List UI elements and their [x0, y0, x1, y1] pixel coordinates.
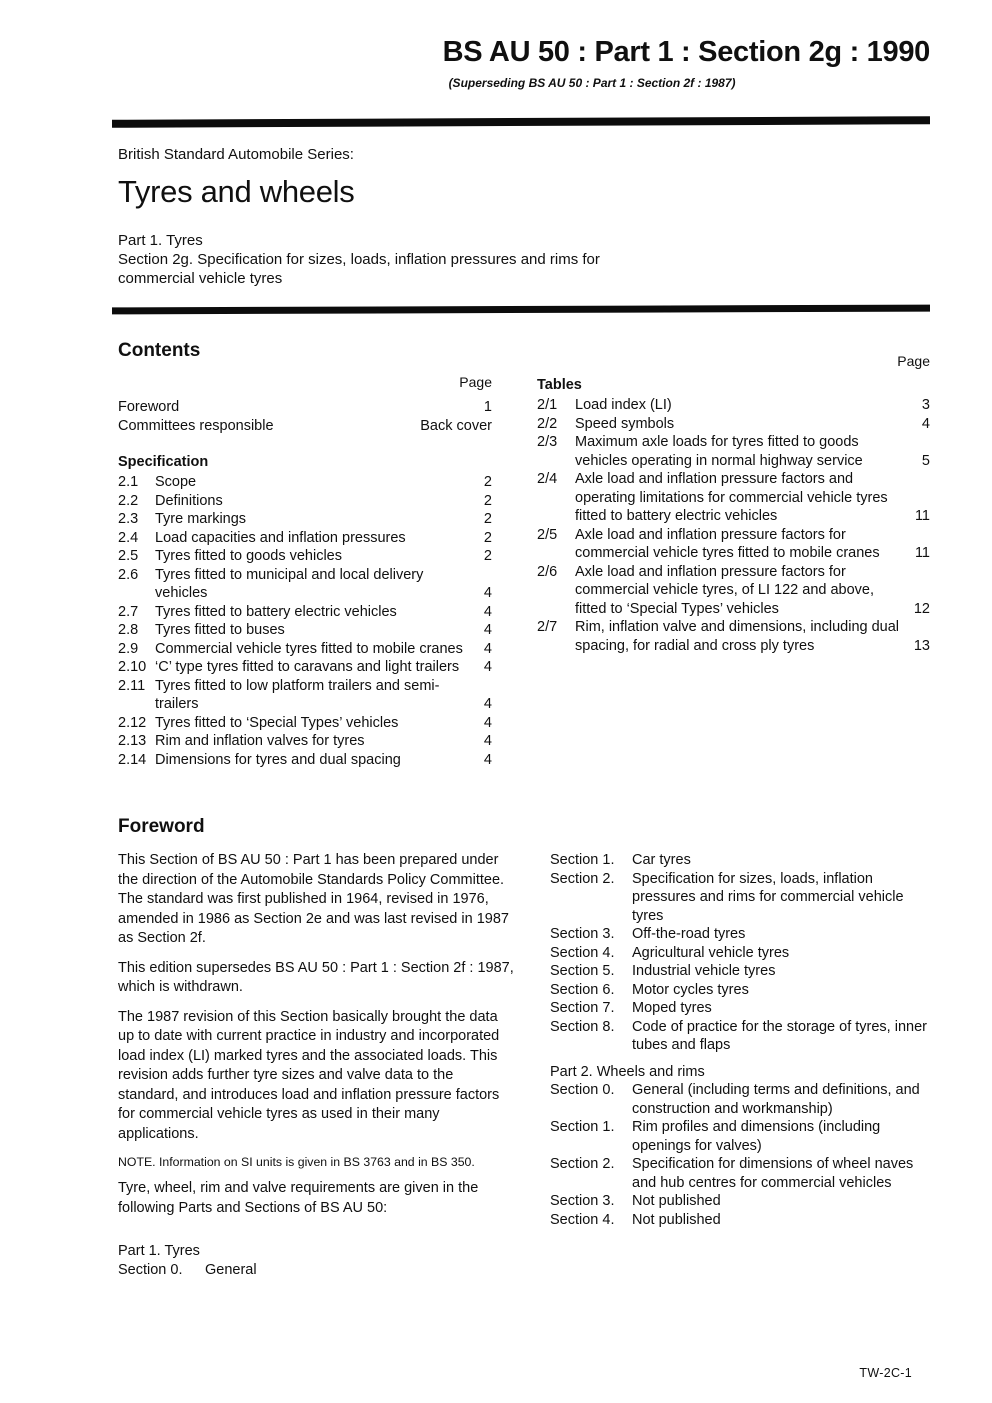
toc-entry-number: 2/1 — [537, 397, 558, 413]
section-entry-desc: Rim profiles and dimensions (including openings for valves) — [632, 1119, 881, 1154]
section-entry-label: Section 5. — [550, 963, 615, 979]
toc-entry-label: Tyres fitted to low platform trailers and semi-trailers — [155, 677, 440, 712]
note-line: NOTE. Information on SI units is given in BS 3763 and in BS 350. — [118, 1155, 475, 1169]
front-matter-list — [118, 398, 492, 435]
section-entry-label: Section 0. — [550, 1082, 615, 1098]
foreword-grid — [118, 851, 930, 1279]
toc-entry-number: 2.8 — [118, 622, 139, 638]
toc-entry-number: 2/7 — [537, 619, 558, 635]
section-entry — [550, 1081, 930, 1118]
divider-rule-middle — [112, 305, 930, 315]
toc-entry-number: 2.11 — [118, 677, 146, 694]
toc-entry — [118, 640, 492, 659]
section-entry-label: Section 0. — [118, 1261, 183, 1278]
foreword-paragraph: The 1987 revision of this Section basically brought the data up to date with current practice in industry and incorporated load index (LI) marked tyres and the associated loads. This revision adds further tyre sizes and valve data to the standard, and introduces load and inflation pressure factors for commercial vehicle tyres as used in their many applications. — [118, 1008, 500, 1142]
toc-entry-label: Scope — [155, 474, 197, 490]
series-line: British Standard Automobile Series: — [118, 146, 354, 163]
toc-entry-label: Axle load and inflation pressure factors for commercial vehicle tyres fitted to mobile cranes — [575, 526, 880, 561]
masthead — [118, 146, 678, 288]
foreword-paragraph: This edition supersedes BS AU 50 : Part 1 : Section 2f : 1987, which is withdrawn. — [118, 959, 514, 995]
toc-entry-page: 4 — [483, 622, 492, 638]
section-entry-desc: Not published — [632, 1211, 721, 1228]
toc-entry-page: 2 — [483, 474, 492, 490]
toc-entry-label: Committees responsible — [118, 417, 274, 434]
section-entry — [550, 925, 930, 944]
contents-heading: Contents — [118, 340, 201, 361]
toc-entry-page: Back cover — [420, 417, 492, 434]
section-entry-label: Section 2. — [550, 870, 615, 887]
toc-entry — [118, 473, 492, 492]
foreword-paragraph: This Section of BS AU 50 : Part 1 has been prepared under the direction of the Automobile Standards Policy Committee. The standard was first published in 1964, revised in 1976, amended in 1986 as Section 2e and was last revised in 1987 as Section 2f. — [118, 852, 509, 946]
section-entry — [550, 1018, 930, 1055]
toc-entry — [118, 417, 492, 436]
section-entry-desc: General — [205, 1261, 257, 1278]
toc-entry-page: 4 — [483, 659, 492, 675]
section-entry — [550, 1211, 930, 1230]
toc-entry-label: Rim, inflation valve and dimensions, including dual spacing, for radial and cross ply tyres — [575, 619, 900, 654]
toc-entry — [537, 433, 930, 470]
foreword-left-column — [118, 851, 516, 1279]
section-entry — [550, 1118, 930, 1155]
toc-entry — [118, 603, 492, 622]
section-entry-label: Section 7. — [550, 1000, 615, 1016]
toc-entry-label: Speed symbols — [575, 415, 675, 432]
contents-left-column — [118, 362, 492, 769]
toc-entry-page: 1 — [483, 399, 492, 415]
toc-entry-label: Axle load and inflation pressure factors for commercial vehicle tyres, of LI 122 and above, fitted to ‘Special Types’ vehicles — [575, 563, 875, 617]
toc-entry-page: 2 — [483, 529, 492, 546]
toc-entry — [118, 492, 492, 511]
toc-entry-number: 2/5 — [537, 526, 558, 543]
section-entry-label: Section 1. — [550, 1119, 615, 1135]
section-entry-desc: Off-the-road tyres — [632, 926, 746, 942]
section-entry-label: Section 6. — [550, 981, 615, 998]
toc-entry — [537, 396, 930, 415]
toc-entry — [118, 714, 492, 733]
part-line: Part 1. Tyres — [118, 232, 203, 249]
divider-rule-top — [112, 116, 930, 128]
toc-entry-label: Definitions — [155, 492, 223, 509]
toc-entry — [537, 563, 930, 619]
tables-heading: Tables — [537, 377, 582, 393]
toc-entry-number: 2.13 — [118, 733, 147, 749]
foreword-section — [118, 816, 930, 1279]
toc-entry-number: 2/4 — [537, 471, 558, 487]
toc-entry-page: 4 — [483, 714, 492, 731]
toc-entry — [537, 618, 930, 655]
toc-entry-label: Axle load and inflation pressure factors and operating limitations for commercial vehicle tyres fitted to battery electric vehicles — [575, 471, 888, 524]
section-entry — [550, 981, 930, 1000]
foreword-right-column — [550, 851, 930, 1279]
toc-entry — [537, 526, 930, 563]
section-entry-desc: Moped tyres — [632, 1000, 712, 1016]
toc-entry — [118, 732, 492, 751]
section-entry — [118, 1261, 516, 1280]
toc-entry — [118, 547, 492, 566]
toc-entry-number: 2.12 — [118, 714, 147, 731]
contents-section — [118, 340, 930, 769]
section-entry-desc: General (including terms and definitions, and construction and workmanship) — [632, 1082, 920, 1117]
section-entry — [550, 1192, 930, 1211]
toc-entry-number: 2/6 — [537, 563, 558, 580]
section-entry — [550, 870, 930, 926]
toc-entry-label: Tyres fitted to battery electric vehicles — [155, 603, 397, 620]
footer-doc-code: TW-2C-1 — [859, 1366, 912, 1380]
section-entry-label: Section 1. — [550, 852, 615, 868]
toc-entry — [118, 529, 492, 548]
toc-entry-page: 2 — [483, 548, 492, 564]
specification-heading: Specification — [118, 454, 209, 470]
toc-entry-page: 4 — [483, 640, 492, 657]
toc-entry-number: 2/2 — [537, 415, 558, 432]
toc-entry — [118, 621, 492, 640]
toc-entry-number: 2.6 — [118, 566, 139, 583]
toc-entry-page: 4 — [921, 415, 930, 432]
section-description: Section 2g. Specification for sizes, loads, inflation pressures and rims for commercial vehicle tyres — [118, 251, 600, 287]
toc-entry-label: Load index (LI) — [575, 397, 672, 413]
toc-entry-label: Foreword — [118, 399, 180, 415]
section-entry-label: Section 2. — [550, 1156, 615, 1172]
toc-entry-label: Tyre markings — [155, 511, 247, 527]
toc-entry-page: 2 — [483, 511, 492, 527]
part2-sections — [550, 1081, 930, 1229]
toc-entry — [118, 658, 492, 677]
toc-entry-page: 11 — [914, 545, 930, 561]
page-column-label: Page — [897, 353, 930, 369]
toc-entry-page: 4 — [483, 751, 492, 768]
toc-entry-number: 2.2 — [118, 492, 139, 509]
toc-entry-page: 4 — [483, 696, 492, 712]
toc-entry-page: 3 — [921, 397, 930, 413]
section-entry-label: Section 3. — [550, 1193, 615, 1209]
foreword-closing-paragraph: Tyre, wheel, rim and valve requirements are given in the following Parts and Sections of BS AU 50: — [118, 1180, 479, 1216]
section-entry — [550, 999, 930, 1018]
section-entry-desc: Agricultural vehicle tyres — [632, 944, 790, 961]
toc-entry-page: 11 — [914, 508, 930, 524]
toc-entry-number: 2.9 — [118, 640, 139, 657]
toc-entry-page: 4 — [483, 733, 492, 749]
section-entry-desc: Code of practice for the storage of tyres, inner tubes and flaps — [632, 1018, 927, 1053]
section-entry-desc: Motor cycles tyres — [632, 981, 749, 998]
toc-entry-label: Commercial vehicle tyres fitted to mobile cranes — [155, 640, 463, 657]
contents-grid — [118, 353, 930, 769]
foreword-heading: Foreword — [118, 816, 205, 837]
contents-right-column — [537, 353, 930, 769]
section-entry-desc: Not published — [632, 1193, 721, 1209]
section-entry-desc: Industrial vehicle tyres — [632, 963, 776, 979]
toc-entry — [537, 470, 930, 526]
section-entry-desc: Specification for dimensions of wheel naves and hub centres for commercial vehicles — [632, 1156, 914, 1191]
toc-entry — [118, 677, 492, 714]
section-entry — [550, 944, 930, 963]
toc-entry-page: 4 — [483, 603, 492, 620]
toc-entry-label: Maximum axle loads for tyres fitted to goods vehicles operating in normal highway service — [575, 434, 863, 469]
standard-number-title: BS AU 50 : Part 1 : Section 2g : 1990 — [442, 36, 930, 68]
toc-entry-label: Tyres fitted to municipal and local delivery vehicles — [155, 566, 424, 601]
section-entry — [550, 851, 930, 870]
toc-entry-number: 2.14 — [118, 751, 147, 768]
toc-entry-number: 2.7 — [118, 603, 139, 620]
part1-heading: Part 1. Tyres — [118, 1243, 200, 1259]
section-entry — [550, 962, 930, 981]
toc-entry-number: 2.3 — [118, 511, 139, 527]
section-entry-label: Section 4. — [550, 1211, 615, 1228]
specification-list — [118, 473, 492, 769]
toc-entry-page: 4 — [483, 585, 492, 601]
section-entry-desc: Specification for sizes, loads, inflation pressures and rims for commercial vehicle tyres — [632, 870, 904, 924]
part1-left-sections — [118, 1261, 516, 1280]
superseding-note: (Superseding BS AU 50 : Part 1 : Section 2f : 1987) — [448, 76, 736, 90]
section-entry-label: Section 4. — [550, 944, 615, 961]
foreword-paragraphs — [118, 851, 516, 1144]
toc-entry-label: Tyres fitted to buses — [155, 622, 285, 638]
toc-entry-label: Rim and inflation valves for tyres — [155, 733, 365, 749]
page-column-label: Page — [459, 374, 492, 390]
toc-entry-page: 5 — [921, 452, 930, 469]
part2-heading: Part 2. Wheels and rims — [550, 1063, 705, 1080]
doc-header — [443, 36, 930, 90]
document-title: Tyres and wheels — [118, 174, 355, 209]
toc-entry-label: Tyres fitted to ‘Special Types’ vehicles — [155, 714, 399, 731]
toc-entry — [118, 510, 492, 529]
toc-entry-number: 2.5 — [118, 548, 139, 564]
toc-entry-number: 2.4 — [118, 529, 139, 546]
toc-entry — [118, 751, 492, 770]
section-entry-label: Section 3. — [550, 926, 615, 942]
part1-right-sections — [550, 851, 930, 1055]
toc-entry-label: Load capacities and inflation pressures — [155, 529, 406, 546]
toc-entry-number: 2.10 — [118, 659, 147, 675]
section-entry — [550, 1155, 930, 1192]
toc-entry-label: Dimensions for tyres and dual spacing — [155, 751, 401, 768]
toc-entry — [118, 566, 492, 603]
toc-entry-page: 12 — [913, 600, 930, 617]
section-entry-desc: Car tyres — [632, 852, 691, 868]
toc-entry-number: 2/3 — [537, 434, 558, 450]
tables-list — [537, 396, 930, 655]
toc-entry-label: Tyres fitted to goods vehicles — [155, 548, 342, 564]
toc-entry — [118, 398, 492, 417]
toc-entry — [537, 415, 930, 434]
toc-entry-page: 13 — [913, 637, 930, 654]
section-entry-label: Section 8. — [550, 1018, 615, 1035]
toc-entry-page: 2 — [483, 492, 492, 509]
toc-entry-label: ‘C’ type tyres fitted to caravans and light trailers — [155, 659, 460, 675]
toc-entry-number: 2.1 — [118, 474, 139, 490]
